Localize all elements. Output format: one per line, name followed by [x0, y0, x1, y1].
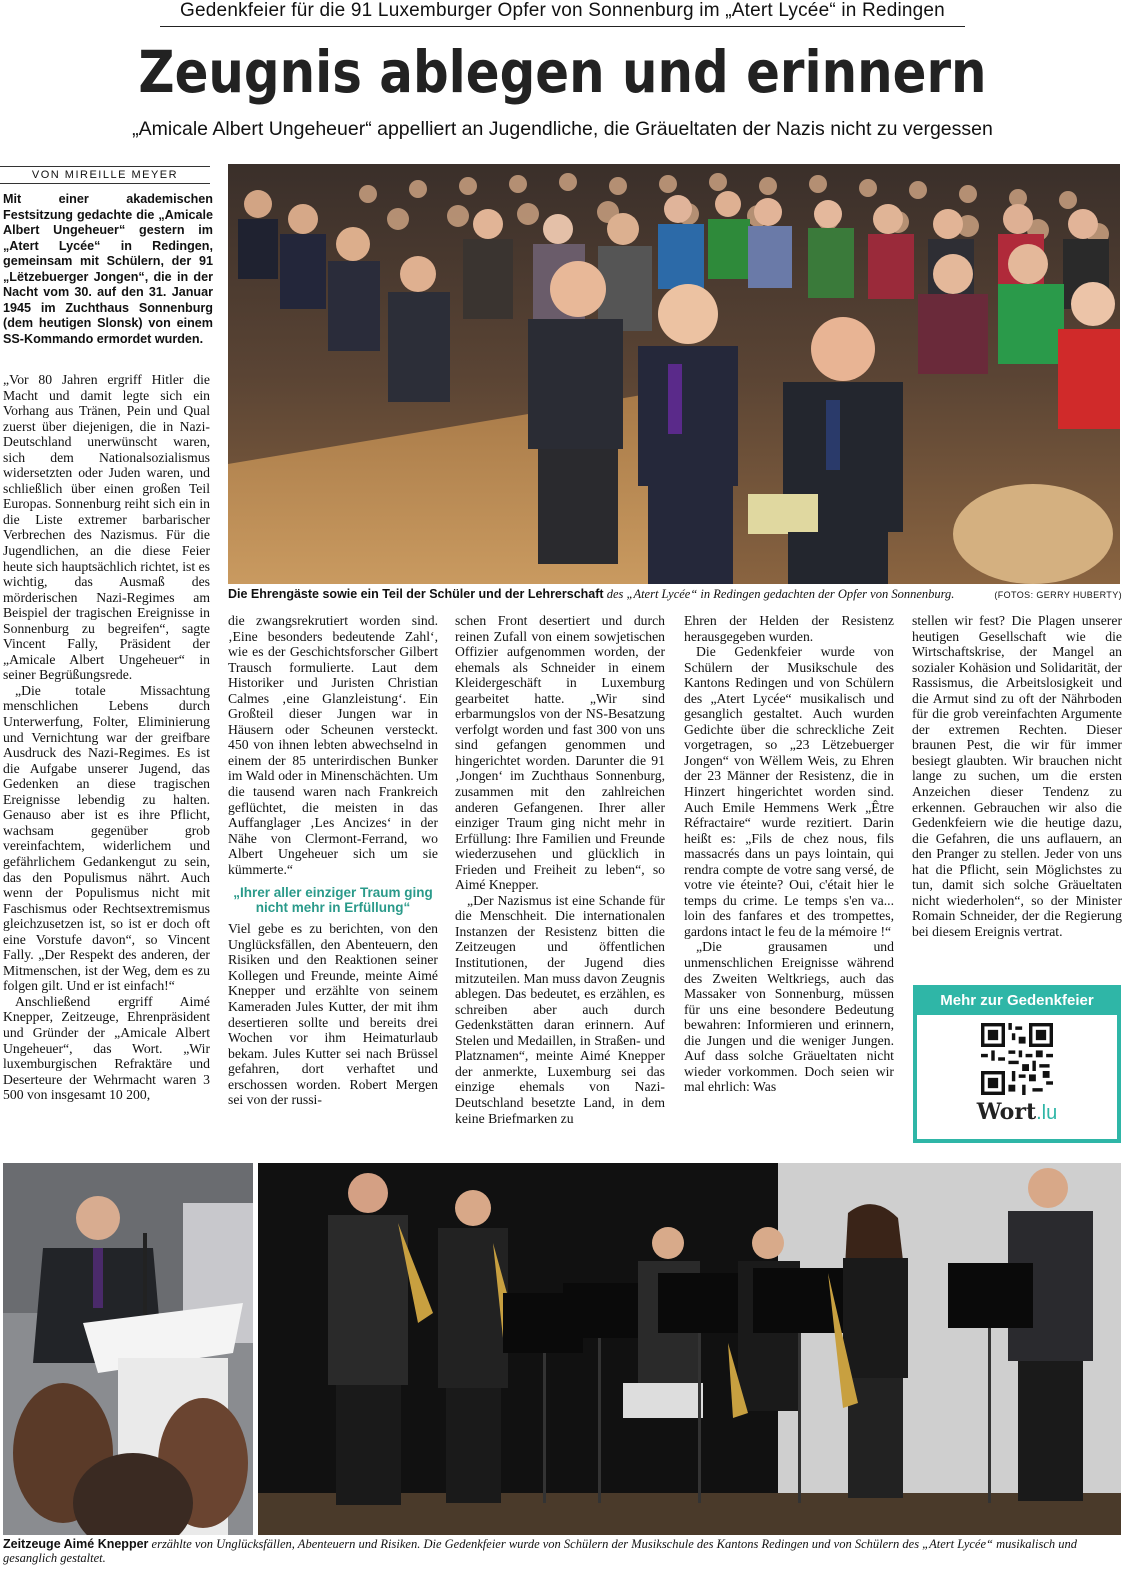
- speaker-photo-graphic: [3, 1163, 253, 1535]
- subhead: „Amicale Albert Ungeheuer“ appelliert an Jugendliche, die Gräueltaten der Nazis nicht zu vergessen: [132, 118, 993, 140]
- kicker-rule: [160, 26, 965, 27]
- column-2: [228, 613, 438, 1108]
- col1-paragraph: „Vor 80 Jahren ergriff Hitler die Macht und damit legte sich ein Vorhang aus Tränen, Pein und Qual zuerst über diejenigen, die in Nazi-Deutschland unerwünscht waren, sich dem Nationalsozialismus widersetzten oder Juden waren, und schließlich über einen großen Teil Europas. Sonnenburg reiht sich ein in die Liste extremer barbarischer Verbrechen des Nazismus. Für die Jugendlichen, an die diese Feier heute sich hauptsächlich richtet, ist es wichtig, das Ausmaß des mörderischen Nazi-Regimes am Beispiel der tragischen Ereignisse in Sonnenburg zu begreifen“, sagte Vincent Fally, Präsident der „Amicale Albert Ungeheuer“ in seiner Begrüßungsrede.: [3, 372, 210, 683]
- column-5: [912, 613, 1122, 939]
- col2-paragraph: Viel gebe es zu berichten, von den Unglücksfällen, den Abenteuern, den Risiken und den Reaktionen seiner Kollegen und Freunde, meinte Aimé Knepper und erzählte von seinem Kameraden Jules Kutter, der mit ihm desertieren sollte und bereits drei Wochen vor ihm Heimaturlaub bekam. Jules Kutter sei nach Brüssel gefahren, dort verhaftet und erschossen worden. Robert Mergen sei von der russi-: [228, 921, 438, 1108]
- photo-top-caption: [228, 587, 988, 601]
- musicians-photo-graphic: [258, 1163, 1121, 1535]
- lead-paragraph: Mit einer akademischen Festsitzung gedachte die „Amicale Albert Ungeheuer“ gestern im „Atert Lycée“ in Redingen, gemeinsam mit Schülern, der 91 „Lëtzebuerger Jongen“, die in der Nacht vom 30. auf den 31. Januar 1945 im Zuchthaus Sonnenburg (dem heutigen Slonsk) von einem SS-Kommando ermordet wurden.: [3, 192, 213, 346]
- column-1: [3, 372, 210, 1103]
- col4-paragraph: Die Gedenkfeier wurde von Schülern der Musikschule des Kantons Redingen und von Schülern des „Atert Lycée“ musikalisch und gesanglich gestaltet. Auch wurden Gedichte über die schreckliche Zeit vorgetragen, so „23 Lëtzebuerger Jongen“ von Wëllem Weis, zu Ehren der 23 Männer der Resistenz, die in Hinzert hingerichtet worden sind. Auch Emile Hemmens Werk „Être Réfractaire“ wurde rezitiert. Darin heißt es: „Fils de chez nous, fils massacrés dans un pays lointain, qui rendra compte de votre sang versé, de votre vie éteinte? Oui, c'était hier le temps du crime. Le temps s'en va... loin des fanfares et des trompettes, gardons intact le feu de la mémoire !“: [684, 644, 894, 939]
- promo-box[interactable]: [913, 985, 1121, 1143]
- musicians-photo: [258, 1163, 1121, 1535]
- photo-credit: (FOTOS: GERRY HUBERTY): [994, 590, 1122, 600]
- col1-paragraph: „Die totale Missachtung menschlichen Lebens durch Unterwerfung, Folter, Eliminierung und Vernichtung war der greifbare Ausdruck des Nazi-Regimes. Es ist die Aufgabe unserer Jugend, das Gedenken an diese tragischen Ereignisse lebendig zu halten. Genauso aber ist es ihre Pflicht, wachsam gegenüber grob vereinfachtem, widerlichem und gefährlichem Gedankengut zu sein, das den Populismus nährt. Auch wenn der Populismus nicht mit Faschismus oder Rechtsextremismus gleichzusetzen ist, so ist er doch oft eine Vorstufe davon“, so Vincent Fally. „Der Respekt des anderen, der Mitmenschen, ist der Weg, dem es zu folgen gilt. Und er ist einfach!“: [3, 682, 210, 994]
- audience-photo: [228, 164, 1120, 584]
- column-3: [455, 613, 665, 1126]
- col4-paragraph: „Die grausamen und unmenschlichen Ereignisse während des Zweiten Weltkriegs, auch das Massaker von Sonnenburg, müssen für uns eine besondere Bedeutung bewahren: Informieren und erinnern, die Jungen und die weniger Jungen. Auf dass solche Gräueltaten nicht wieder vorkommen. Doch seien wir mal ehrlich: Was: [684, 939, 894, 1095]
- photo-top-caption-bold: Die Ehrengäste sowie ein Teil der Schüler und der Lehrerschaft: [228, 587, 604, 601]
- qr-code-icon[interactable]: [981, 1023, 1053, 1095]
- headline: Zeugnis ablegen und erinnern: [138, 38, 987, 106]
- promo-brand-suffix: .lu: [1036, 1102, 1058, 1124]
- photo-top-caption-rest: des „Atert Lycée“ in Redingen gedachten der Opfer von Sonnenburg.: [603, 587, 955, 601]
- audience-photo-graphic: [228, 164, 1120, 584]
- promo-brand: Wort: [976, 1099, 1037, 1125]
- qr-code-graphic: [981, 1023, 1053, 1095]
- col5-paragraph: stellen wir fest? Die Plagen unserer heutigen Gesellschaft wie die Wirtschaftskrise, der Mangel an sozialer Kohäsion und Solidarität, der Rassismus, die Arbeitslosigkeit und die Armut sind zu oft der Nährboden für die grob vereinfachten Argumente der extremen Rechten. Dieser braunen Pest, die wir für immer besiegt glaubten. Wir brauchen nicht lange zu suchen, um die ersten Anzeichen dieser Tendenz zu erkennen. Gebrauchen wir also die Gedenkfeiern wie die heutige dazu, die Gefahren, die uns auflauern, an den Pranger zu stellen. Jeder von uns hat die Pflicht, sein Möglichstes zu tun, damit sich solche Gräueltaten nicht wiederholen“, so der Minister Romain Schneider, der die Regierung bei diesem Ereignis vertrat.: [912, 613, 1122, 939]
- wort-logo[interactable]: [917, 1099, 1117, 1125]
- col2-paragraph: die zwangsrekrutiert worden sind. ‚Eine besonders bedeutende Zahl‘, wie es der Geschichtsforscher Gilbert Trausch formulierte. Laut dem Historiker und Juristen Christian Calmes ‚eine Glanzleistung‘. Ein Großteil dieser Jungen war in Häusern oder Scheunen versteckt. 450 von ihnen lebten abwechselnd in einem der 85 unterirdischen Bunker im Wald oder in Minenschächten. Um die tausend waren nach Frankreich geflüchtet, die meisten in das Auffanglager ‚Les Ancizes‘ in der Nähe von Clermont-Ferrand, wo Albert Ungeheuer sich um sie kümmerte.“: [228, 613, 438, 877]
- kicker: Gedenkfeier für die 91 Luxemburger Opfer von Sonnenburg im „Atert Lycée“ in Redingen: [180, 0, 945, 21]
- bottom-caption-rest: erzählte von Unglücksfällen, Abenteuern und Risiken. Die Gedenkfeier wurde von Schülern der Musikschule des Kantons Redingen und von Schülern des „Atert Lycée“ musikalisch und gesanglich gestaltet.: [3, 1537, 1078, 1565]
- speaker-photo: [3, 1163, 253, 1535]
- col1-paragraph: Anschließend ergriff Aimé Knepper, Zeitzeuge, Ehrenpräsident und Gründer der „Amicale Albert Ungeheuer“, das Wort. „Wir luxemburgischen Refraktäre und Deserteure der Wehrmacht waren 3 500 von insgesamt 10 200,: [3, 993, 210, 1103]
- byline: VON MIREILLE MEYER: [0, 166, 210, 184]
- column-4: [684, 613, 894, 1095]
- subheading: „Ihrer aller einziger Traum ging nicht mehr in Erfüllung“: [233, 885, 433, 916]
- col4-paragraph: Ehren der Helden der Resistenz herausgegeben wurden.: [684, 613, 894, 644]
- bottom-caption: [3, 1537, 1121, 1565]
- col3-paragraph: schen Front desertiert und durch reinen Zufall von einem sowjetischen Offizier aufgenommen worden, der ehemals als Schneider in einem Kleidergeschäft in Luxemburg gearbeitet hatte. „Wir sind erbarmungslos von der NS-Besatzung verfolgt worden und fast 300 von uns sind gefangen genommen und hingerichtet worden. Darunter die 91 ‚Jongen‘ im Zuchthaus Sonnenburg, zusammen mit den zahlreichen anderen Gefangenen. Ihrer aller einziger Traum ging nicht mehr in Erfüllung: Ihre Familien und Freunde wiederzusehen und glücklich in Frieden und Freiheit zu leben“, so Aimé Knepper.: [455, 613, 665, 893]
- col3-paragraph: „Der Nazismus ist eine Schande für die Menschheit. Die internationalen Instanzen der Resistenz bitten die Zeitzeugen und öffentlichen Institutionen, der Jugend dies mitzuteilen. Man muss davon Zeugnis ablegen. Das bedeutet, es erzählen, es schreiben aber auch durch Gedenkstätten daran erinnern. Auf Stelen und Medaillen, in Straßen- und Platznamen“, meinte Aimé Knepper der anmerkte, Luxemburg sei das einzige ehemals von Nazi-Deutschland besetzte Land, in dem keine Briefmarken zu: [455, 892, 665, 1126]
- bottom-caption-bold: Zeitzeuge Aimé Knepper: [3, 1537, 149, 1551]
- promo-title: Mehr zur Gedenkfeier: [917, 989, 1117, 1015]
